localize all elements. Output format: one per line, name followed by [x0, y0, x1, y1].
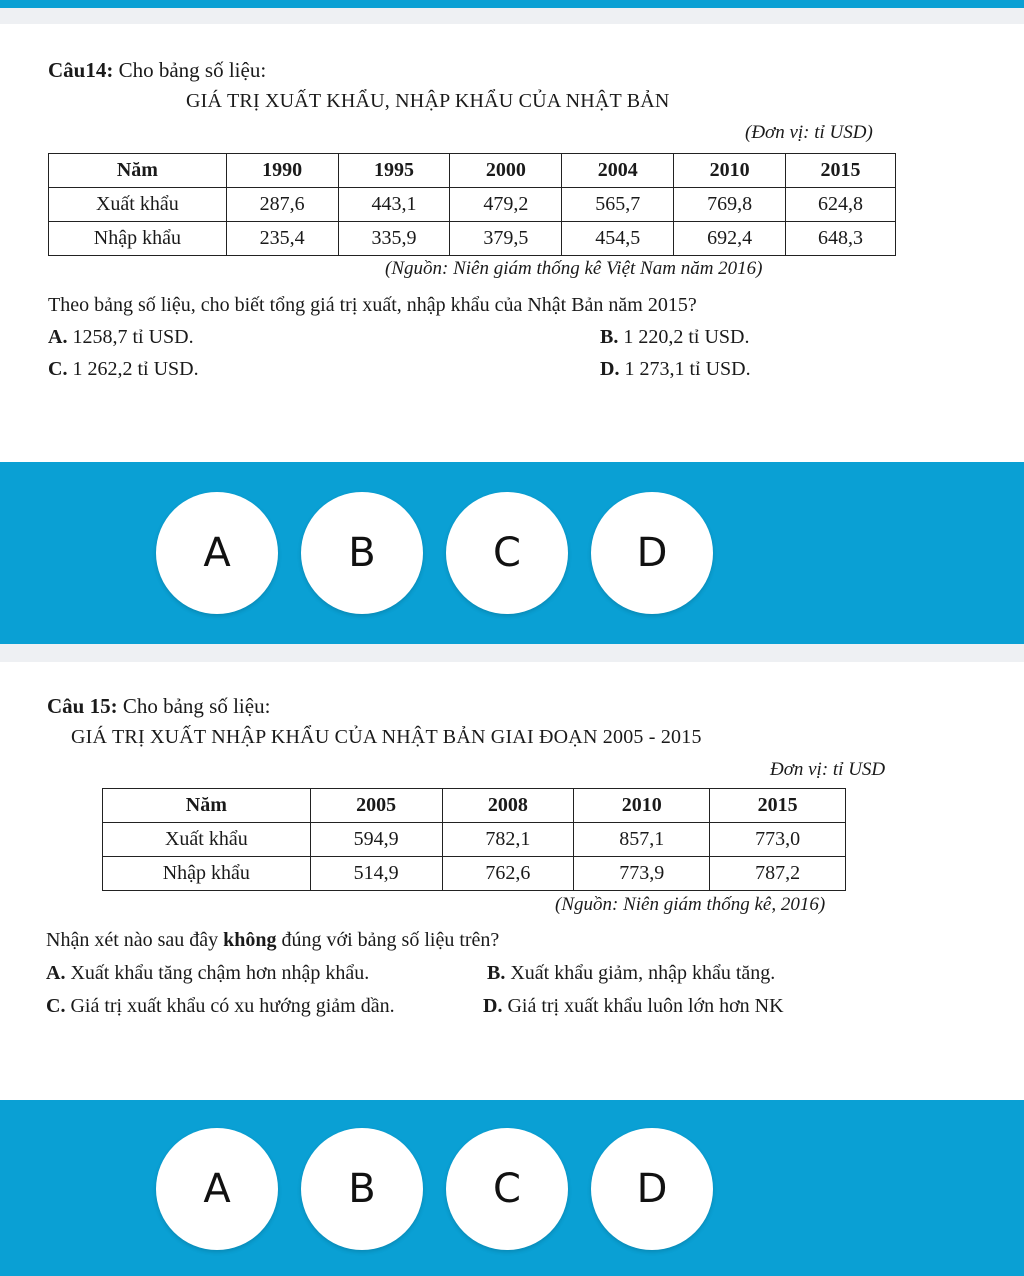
question-15-heading [47, 694, 270, 719]
table-header-row [49, 154, 896, 188]
question-15-text [46, 929, 499, 952]
answer-b-button[interactable]: B [301, 1128, 423, 1250]
option-letter: A. [48, 326, 68, 348]
header-cell: 2005 [310, 789, 442, 823]
header-cell: 2008 [442, 789, 574, 823]
question-15-label: Câu 15: [47, 694, 118, 718]
question-14-card [0, 24, 1024, 462]
option-letter: B. [487, 962, 506, 984]
header-cell: 2000 [450, 154, 562, 188]
table-cell: 287,6 [226, 188, 338, 222]
table-cell: 762,6 [442, 857, 574, 891]
option-text: Xuất khẩu giảm, nhập khẩu tăng. [505, 962, 776, 984]
question-15-option-c [46, 995, 395, 1018]
answer-c-button[interactable]: C [446, 1128, 568, 1250]
question-14-option-c [48, 358, 199, 381]
question-15-table [102, 788, 846, 891]
question-14-label: Câu14: [48, 58, 114, 82]
table-row [103, 823, 846, 857]
header-cell: 2015 [710, 789, 846, 823]
header-cell: 2015 [786, 154, 896, 188]
option-letter: D. [600, 358, 620, 380]
option-letter: C. [48, 358, 68, 380]
option-text: 1 273,1 tỉ USD. [619, 358, 751, 380]
question-15-text-part: Nhận xét nào sau đây [46, 929, 224, 951]
header-cell: 2004 [562, 154, 674, 188]
header-cell: 2010 [574, 789, 710, 823]
table-cell: 624,8 [786, 188, 896, 222]
question-15-option-a [46, 962, 369, 985]
table-row [103, 857, 846, 891]
option-text: Giá trị xuất khẩu có xu hướng giảm dần. [65, 995, 395, 1017]
question-14-text: Theo bảng số liệu, cho biết tổng giá trị xuất, nhập khẩu của Nhật Bản năm 2015? [48, 294, 697, 316]
row-label: Nhập khẩu [49, 222, 227, 256]
option-text: Giá trị xuất khẩu luôn lớn hơn NK [502, 995, 784, 1017]
row-label: Nhập khẩu [103, 857, 311, 891]
table-cell: 787,2 [710, 857, 846, 891]
option-letter: B. [600, 326, 619, 348]
question-14-table [48, 153, 896, 256]
question-14-option-d [600, 358, 751, 381]
option-letter: C. [46, 995, 66, 1017]
question-15-text-part: đúng với bảng số liệu trên? [276, 929, 500, 951]
table-cell: 773,9 [574, 857, 710, 891]
table-cell: 594,9 [310, 823, 442, 857]
table-cell: 479,2 [450, 188, 562, 222]
question-15-text-emphasis: không [223, 929, 277, 951]
option-text: 1258,7 tỉ USD. [67, 326, 194, 348]
question-15-source: (Nguồn: Niên giám thống kê, 2016) [555, 894, 826, 915]
table-cell: 773,0 [710, 823, 846, 857]
table-cell: 454,5 [562, 222, 674, 256]
answer-d-button[interactable]: D [591, 492, 713, 614]
table-cell: 565,7 [562, 188, 674, 222]
table-cell: 769,8 [674, 188, 786, 222]
table-cell: 782,1 [442, 823, 574, 857]
question-15-unit: Đơn vị: tỉ USD [770, 759, 886, 780]
question-15-card [0, 662, 1024, 1100]
table-cell: 692,4 [674, 222, 786, 256]
header-cell: 1990 [226, 154, 338, 188]
option-letter: A. [46, 962, 66, 984]
row-label: Xuất khẩu [103, 823, 311, 857]
table-cell: 335,9 [338, 222, 450, 256]
question-14-answer-bar [0, 462, 1024, 644]
header-cell: Năm [103, 789, 311, 823]
answer-c-button[interactable]: C [446, 492, 568, 614]
table-cell: 235,4 [226, 222, 338, 256]
question-15-prompt: Cho bảng số liệu: [122, 694, 271, 718]
option-text: 1 220,2 tỉ USD. [618, 326, 750, 348]
table-cell: 648,3 [786, 222, 896, 256]
table-row [49, 222, 896, 256]
question-15-option-d [483, 995, 784, 1018]
question-14-source: (Nguồn: Niên giám thống kê Việt Nam năm 2016) [385, 258, 763, 279]
answer-a-button[interactable]: A [156, 1128, 278, 1250]
answer-a-button[interactable]: A [156, 492, 278, 614]
header-cell: 1995 [338, 154, 450, 188]
answer-d-button[interactable]: D [591, 1128, 713, 1250]
question-15-table-title: GIÁ TRỊ XUẤT NHẬP KHẨU CỦA NHẬT BẢN GIAI ĐOẠN 2005 - 2015 [71, 726, 702, 748]
option-letter: D. [483, 995, 503, 1017]
table-cell: 443,1 [338, 188, 450, 222]
header-cell: 2010 [674, 154, 786, 188]
question-14-unit: (Đơn vị: tỉ USD) [745, 122, 873, 143]
table-cell: 514,9 [310, 857, 442, 891]
table-header-row [103, 789, 846, 823]
row-label: Xuất khẩu [49, 188, 227, 222]
header-cell: Năm [49, 154, 227, 188]
question-14-heading [48, 58, 266, 83]
table-row [49, 188, 896, 222]
question-14-prompt: Cho bảng số liệu: [118, 58, 267, 82]
question-15-answer-bar [0, 1100, 1024, 1276]
option-text: Xuất khẩu tăng chậm hơn nhập khẩu. [65, 962, 370, 984]
table-cell: 857,1 [574, 823, 710, 857]
question-14-option-b [600, 326, 749, 349]
question-14-table-title: GIÁ TRỊ XUẤT KHẨU, NHẬP KHẨU CỦA NHẬT BẢN [186, 90, 670, 112]
question-15-option-b [487, 962, 775, 985]
top-accent-bar [0, 0, 1024, 8]
table-cell: 379,5 [450, 222, 562, 256]
question-14-option-a [48, 326, 194, 349]
option-text: 1 262,2 tỉ USD. [67, 358, 199, 380]
answer-b-button[interactable]: B [301, 492, 423, 614]
